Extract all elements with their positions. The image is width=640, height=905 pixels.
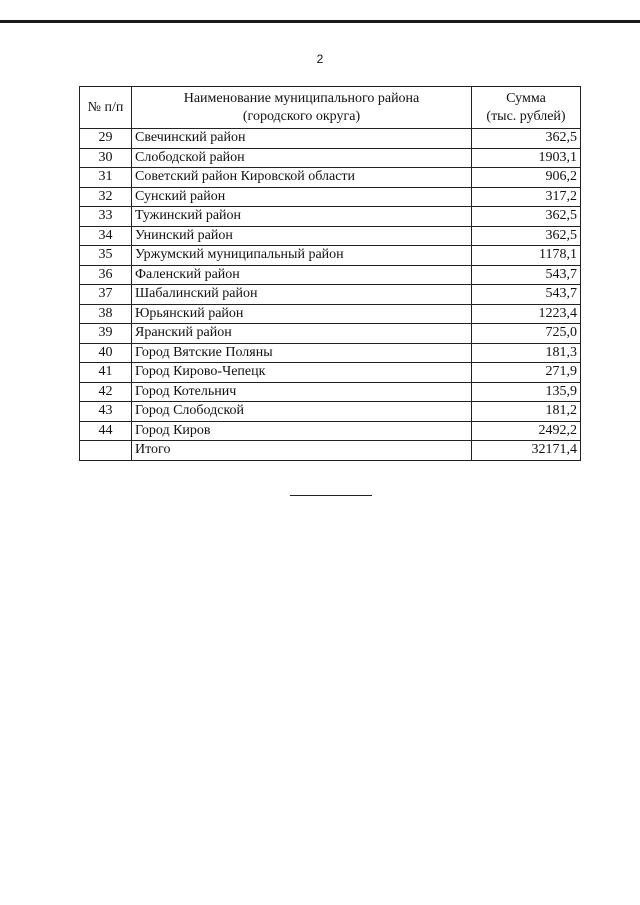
table-row (80, 226, 581, 246)
row-amount: 1223,4 (472, 304, 581, 324)
row-district-name: Советский район Кировской области (132, 168, 472, 188)
header-sum-line1: Сумма (506, 90, 546, 106)
row-number: 31 (80, 168, 132, 188)
row-amount: 362,5 (472, 226, 581, 246)
page-number: 2 (316, 52, 324, 66)
row-district-name: Город Киров (132, 421, 472, 441)
row-number: 38 (80, 304, 132, 324)
row-number: 32 (80, 187, 132, 207)
row-number: 34 (80, 226, 132, 246)
header-name (132, 87, 472, 129)
table-row (80, 402, 581, 422)
row-number: 44 (80, 421, 132, 441)
table-row (80, 382, 581, 402)
header-num-label: № п/п (87, 99, 124, 115)
row-district-name: Яранский район (132, 324, 472, 344)
total-sum: 32171,4 (472, 441, 581, 461)
row-amount: 135,9 (472, 382, 581, 402)
header-sum-line2: (тыс. рублей) (486, 108, 566, 124)
row-number: 36 (80, 265, 132, 285)
table-row (80, 324, 581, 344)
row-district-name: Фаленский район (132, 265, 472, 285)
row-amount: 362,5 (472, 207, 581, 227)
table-row (80, 207, 581, 227)
row-number: 30 (80, 148, 132, 168)
row-number: 41 (80, 363, 132, 383)
row-amount: 543,7 (472, 265, 581, 285)
table-row (80, 265, 581, 285)
table-row (80, 246, 581, 266)
row-amount: 317,2 (472, 187, 581, 207)
header-name-line2: (городского округа) (242, 108, 361, 124)
table-row (80, 168, 581, 188)
row-district-name: Унинский район (132, 226, 472, 246)
table-row (80, 129, 581, 149)
row-district-name: Город Вятские Поляны (132, 343, 472, 363)
row-amount: 181,2 (472, 402, 581, 422)
row-amount: 543,7 (472, 285, 581, 305)
row-amount: 1178,1 (472, 246, 581, 266)
table-row (80, 285, 581, 305)
total-label: Итого (132, 441, 472, 461)
table-row (80, 304, 581, 324)
table-row (80, 421, 581, 441)
row-district-name: Свечинский район (132, 129, 472, 149)
row-district-name: Слободской район (132, 148, 472, 168)
table-row (80, 363, 581, 383)
row-number: 35 (80, 246, 132, 266)
end-of-document-rule (290, 495, 372, 496)
row-number: 33 (80, 207, 132, 227)
row-amount: 362,5 (472, 129, 581, 149)
row-amount: 181,3 (472, 343, 581, 363)
table-row (80, 187, 581, 207)
header-sum (472, 87, 581, 129)
row-amount: 1903,1 (472, 148, 581, 168)
row-number: 29 (80, 129, 132, 149)
row-number: 42 (80, 382, 132, 402)
row-district-name: Шабалинский район (132, 285, 472, 305)
table-body (80, 129, 581, 441)
total-row (80, 441, 581, 461)
row-number: 39 (80, 324, 132, 344)
row-number: 40 (80, 343, 132, 363)
total-num-cell (80, 441, 132, 461)
row-district-name: Тужинский район (132, 207, 472, 227)
row-district-name: Сунский район (132, 187, 472, 207)
row-amount: 725,0 (472, 324, 581, 344)
row-district-name: Уржумский муниципальный район (132, 246, 472, 266)
row-district-name: Юрьянский район (132, 304, 472, 324)
row-number: 37 (80, 285, 132, 305)
header-num (80, 87, 132, 129)
table-row (80, 343, 581, 363)
row-district-name: Город Котельнич (132, 382, 472, 402)
header-name-line1: Наименование муниципального района (183, 90, 420, 106)
allocation-table (79, 86, 581, 461)
row-amount: 906,2 (472, 168, 581, 188)
table-header-row (80, 87, 581, 129)
row-number: 43 (80, 402, 132, 422)
top-rule (0, 20, 640, 23)
table-row (80, 148, 581, 168)
row-district-name: Город Кирово-Чепецк (132, 363, 472, 383)
row-amount: 271,9 (472, 363, 581, 383)
row-district-name: Город Слободской (132, 402, 472, 422)
row-amount: 2492,2 (472, 421, 581, 441)
